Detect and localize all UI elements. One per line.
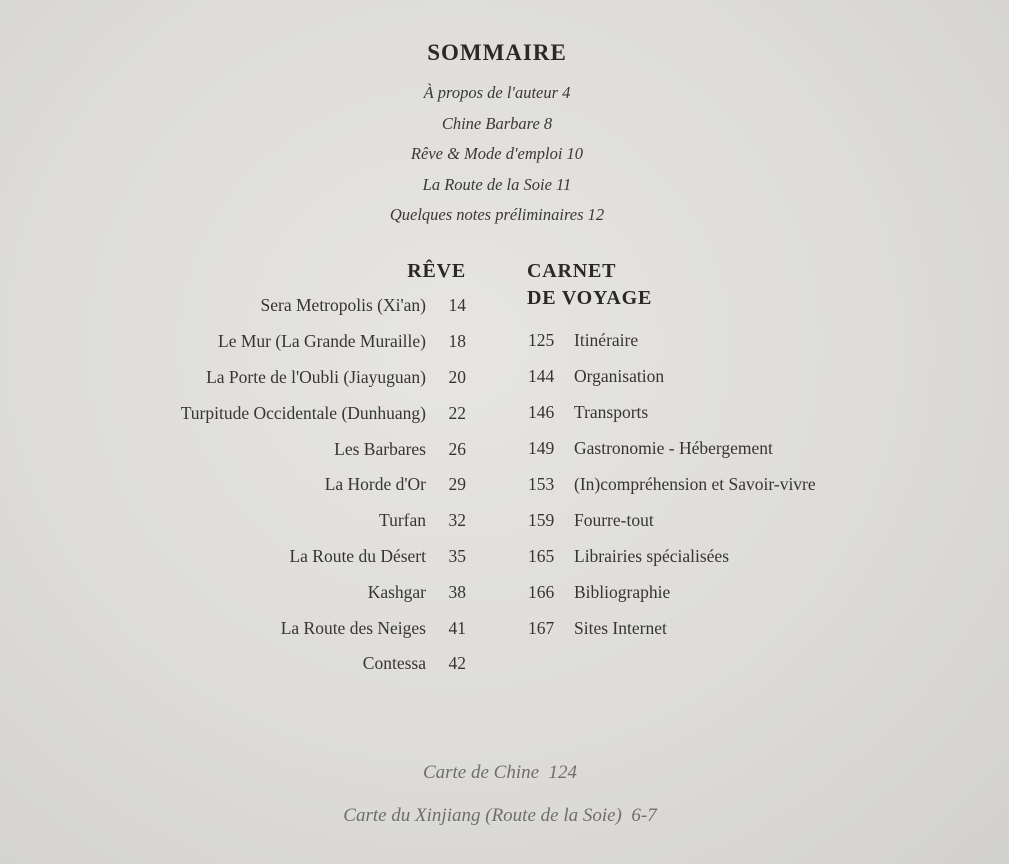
page-number: 26 xyxy=(448,438,466,459)
page-number: 149 xyxy=(528,438,555,459)
chapter-title: Fourre-tout xyxy=(574,509,654,530)
page-number: 29 xyxy=(448,474,466,495)
carnet-chapter-list xyxy=(528,323,988,646)
carnet-chapter-item xyxy=(528,395,988,431)
intro-item: Quelques notes préliminaires 12 xyxy=(389,205,605,225)
chapter-title: La Route du Désert xyxy=(289,545,426,566)
chapter-title: Contessa xyxy=(362,653,426,674)
chapter-title: La Porte de l'Oubli (Jiayuguan) xyxy=(206,366,426,387)
chapter-title: Les Barbares xyxy=(334,438,426,459)
chapter-title: Organisation xyxy=(574,366,665,387)
carnet-chapter-item xyxy=(528,431,988,467)
carnet-chapter-item xyxy=(528,610,988,646)
page-number: 166 xyxy=(528,581,555,602)
carnet-chapter-item xyxy=(528,538,988,574)
page-number: 41 xyxy=(448,617,466,638)
chapter-title: Sera Metropolis (Xi'an) xyxy=(260,295,426,316)
page-number: 35 xyxy=(448,545,466,566)
page-number: 159 xyxy=(528,509,555,530)
chapter-title: Itinéraire xyxy=(574,330,639,351)
chapter-title: Bibliographie xyxy=(574,581,671,602)
reve-chapter-item xyxy=(100,503,466,539)
chapter-title: Le Mur (La Grande Muraille) xyxy=(218,331,426,352)
map-entry-xinjiang: Carte du Xinjiang (Route de la Soie) 6-7 xyxy=(343,805,657,826)
reve-section-title: RÊVE xyxy=(407,260,466,282)
page-number: 167 xyxy=(528,617,555,638)
intro-item: À propos de l'auteur 4 xyxy=(423,83,571,102)
page-number: 165 xyxy=(528,545,555,566)
reve-chapter-item xyxy=(100,431,466,467)
carnet-chapter-item xyxy=(528,359,988,395)
chapter-title: Transports xyxy=(574,402,649,423)
reve-chapter-item xyxy=(100,539,466,575)
page-title: SOMMAIRE xyxy=(427,40,567,65)
carnet-section-title xyxy=(527,258,827,312)
page-number: 42 xyxy=(448,653,466,674)
reve-chapter-item xyxy=(100,360,466,396)
chapter-title: La Horde d'Or xyxy=(324,474,426,495)
intro-item: Chine Barbare 8 xyxy=(441,113,553,133)
carnet-chapter-item xyxy=(528,323,988,359)
chapter-title: (In)compréhension et Savoir-vivre xyxy=(574,474,816,494)
reve-chapter-item xyxy=(100,646,466,682)
page-number: 38 xyxy=(448,581,466,602)
reve-chapter-item xyxy=(100,467,466,503)
chapter-title: Gastronomie - Hébergement xyxy=(574,438,773,459)
carnet-title-line-1: CARNET xyxy=(527,260,617,282)
chapter-title: Librairies spécialisées xyxy=(574,545,730,566)
page-number: 144 xyxy=(528,366,555,387)
carnet-chapter-item xyxy=(528,467,988,503)
page-number: 22 xyxy=(448,402,466,423)
page-number: 146 xyxy=(528,402,555,423)
carnet-title-line-2: DE VOYAGE xyxy=(527,287,653,309)
chapter-title: Sites Internet xyxy=(574,617,667,638)
page-number: 32 xyxy=(448,510,466,531)
reve-chapter-item xyxy=(100,610,466,646)
intro-item: La Route de la Soie 11 xyxy=(422,174,572,194)
intro-item: Rêve & Mode d'emploi 10 xyxy=(410,144,584,164)
chapter-title: La Route des Neiges xyxy=(280,617,426,638)
chapter-title: Kashgar xyxy=(367,581,426,602)
carnet-chapter-item xyxy=(528,502,988,538)
page-number: 18 xyxy=(448,331,466,352)
page-number: 14 xyxy=(448,295,466,316)
reve-chapter-item xyxy=(100,574,466,610)
reve-chapter-list xyxy=(100,288,466,682)
page-number: 20 xyxy=(448,366,466,387)
chapter-title: Turfan xyxy=(379,510,426,531)
reve-chapter-item xyxy=(100,288,466,324)
map-entry-china: Carte de Chine 124 xyxy=(422,762,578,783)
reve-chapter-item xyxy=(100,395,466,431)
page-number: 125 xyxy=(528,330,555,351)
page-number: 153 xyxy=(528,474,555,494)
reve-chapter-item xyxy=(100,324,466,360)
chapter-title: Turpitude Occidentale (Dunhuang) xyxy=(180,402,426,423)
intro-list xyxy=(0,78,994,231)
carnet-chapter-item xyxy=(528,574,988,610)
